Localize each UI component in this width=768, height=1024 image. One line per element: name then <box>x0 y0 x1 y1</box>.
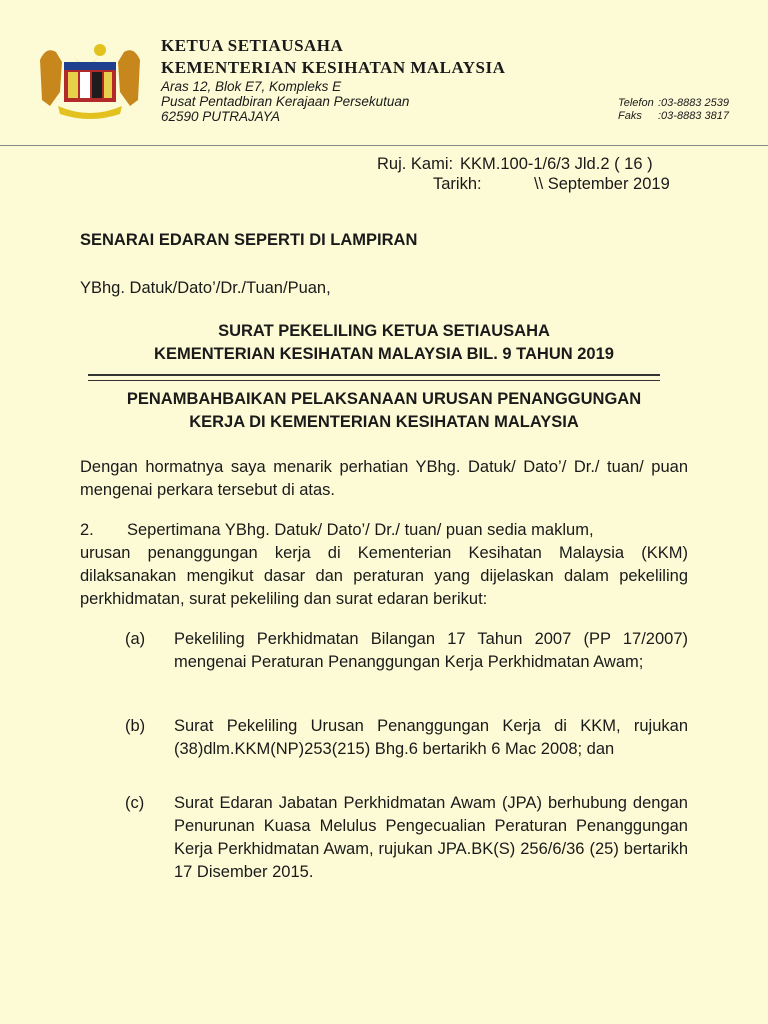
paragraph-2-number: 2. <box>80 521 94 539</box>
address-line: 62590 PUTRAJAYA <box>161 109 281 124</box>
list-item-label: (a) <box>125 630 146 648</box>
malaysia-coat-of-arms-icon <box>34 40 146 124</box>
faks-value: :03-8883 3817 <box>658 110 729 122</box>
list-item-text: Surat Pekeliling Urusan Penanggungan Kerja di KKM, rujukan (38)dlm.KKM(NP)253(215) Bhg.6 bertarikh 6 Mac 2008; dan <box>174 717 688 758</box>
paragraph-2-first-line: Sepertimana YBhg. Datuk/ Dato’/ Dr./ tuan/ puan sedia maklum, <box>127 521 594 539</box>
list-item-text: Surat Edaran Jabatan Perkhidmatan Awam (JPA) berhubung dengan Penurunan Kuasa Melulus Pengecualian Peraturan Penanggungan Kerja Perkhidmatan Awam, rujukan JPA.BK(S) 256/6/36 (25) bertarikh 17 Disember 2015. <box>174 794 688 881</box>
list-item-text: Pekeliling Perkhidmatan Bilangan 17 Tahun 2007 (PP 17/2007) mengenai Peraturan Penanggungan Kerja Perkhidmatan Awam; <box>174 630 688 671</box>
header-divider <box>0 145 768 146</box>
date-label: Tarikh: <box>433 175 482 193</box>
list-item-label: (c) <box>125 794 145 812</box>
telefon-value: :03-8883 2539 <box>658 97 729 109</box>
salutation: YBhg. Datuk/Dato’/Dr./Tuan/Puan, <box>80 279 331 297</box>
org-name-line1: KETUA SETIAUSAHA <box>161 36 344 55</box>
circular-title-line2: KEMENTERIAN KESIHATAN MALAYSIA BIL. 9 TAHUN 2019 <box>154 345 614 363</box>
recipient-line: SENARAI EDARAN SEPERTI DI LAMPIRAN <box>80 231 418 249</box>
telefon-label: Telefon <box>618 97 654 109</box>
title-divider <box>88 374 660 381</box>
circular-title-line1: SURAT PEKELILING KETUA SETIAUSAHA <box>218 322 550 340</box>
faks-label: Faks <box>618 110 642 122</box>
ref-label: Ruj. Kami: <box>377 155 454 173</box>
paragraph-1: Dengan hormatnya saya menarik perhatian YBhg. Datuk/ Dato’/ Dr./ tuan/ puan mengenai perkara tersebut di atas. <box>80 458 688 499</box>
org-name-line2: KEMENTERIAN KESIHATAN MALAYSIA <box>161 58 506 77</box>
address-line: Aras 12, Blok E7, Kompleks E <box>161 79 342 94</box>
date-value: \\ September 2019 <box>534 175 670 193</box>
subject-line2: KERJA DI KEMENTERIAN KESIHATAN MALAYSIA <box>189 413 579 431</box>
subject-line1: PENAMBAHBAIKAN PELAKSANAAN URUSAN PENANGGUNGAN <box>126 390 642 408</box>
list-item-label: (b) <box>125 717 146 735</box>
ref-value: KKM.100-1/6/3 Jld.2 ( 16 ) <box>460 155 653 173</box>
paragraph-2-body: urusan penanggungan kerja di Kementerian Kesihatan Malaysia (KKM) dilaksanakan mengikut dasar dan peraturan yang dijelaskan dalam pekeliling perkhidmatan, surat pekeliling dan surat edaran berikut: <box>80 544 688 608</box>
address-line: Pusat Pentadbiran Kerajaan Persekutuan <box>161 94 410 109</box>
